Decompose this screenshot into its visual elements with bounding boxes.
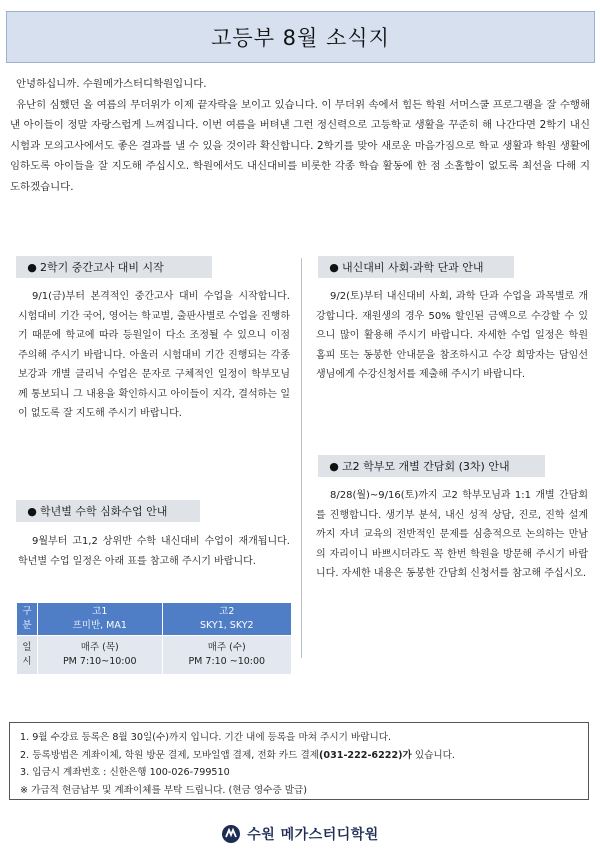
footer-logo — [0, 817, 600, 851]
paragraph: 9/2(토)부터 내신대비 사회, 과학 단과 수업을 과목별로 개강합니다. 재원생의 경우 50% 할인된 금액으로 수강할 수 있으니 많이 활용해 주시기 바랍니다. 자세한 수업 일정은 학원 홈피 또는 동봉한 안내문을 참조하시고 수강 희망자는 담임선생님에게 수강신청서를 제출해 주시기 바랍니다. — [316, 291, 588, 380]
section-title-parent — [318, 455, 545, 477]
table-row-label: 일시 — [17, 636, 38, 675]
intro-body: 유난히 심했던 올 여름의 무더위가 이제 끝자락을 보이고 있습니다. 이 무더위 속에서 힘든 학원 서머스쿨 프로그램을 잘 수행해 낸 아이들이 정말 자랑스럽게 느껴집니다. 이번 여름을 버텨낸 그런 정신력으로 고등학교 생활을 꾸준히 해 나간다면 2학기 내신시험과 모의고사에서도 좋은 결과를 낼 수 있을 것이라 확신합니다. 2학기를 맞아 새로운 마음가짐으로 학교 생활과 학원 생활에 임하도록 아이들을 잘 지도해 주십시오. 학원에서도 내신대비를 비롯한 각종 학습 활동에 한 점 소홀함이 없도록 최선을 다해 지도하겠습니다. — [10, 98, 590, 193]
bullet-icon: ● — [27, 260, 37, 274]
section-title-text: 고2 학부모 개별 간담회 (3차) 안내 — [342, 460, 510, 473]
section-body-math — [18, 532, 290, 571]
section-body-parent — [316, 486, 588, 584]
table-corner-header: 구분 — [17, 603, 38, 636]
section-body-midterm — [18, 287, 290, 424]
intro-block — [10, 74, 590, 198]
newsletter-header — [6, 11, 595, 63]
academy-name: 수원 메가스터디학원 — [247, 827, 379, 843]
section-title-text: 내신대비 사회·과학 단과 안내 — [342, 261, 484, 274]
notice-line-2: 2. 등록방법은 계좌이체, 학원 방문 결제, 모바일앱 결제, 전화 카드 결제(031-222-6222)가 있습니다. — [20, 749, 455, 761]
paragraph: 9월부터 고1,2 상위반 수학 내신대비 수업이 재개됩니다. 학년별 수업 일정은 아래 표를 참고해 주시기 바랍니다. — [18, 536, 290, 567]
section-title-text: 2학기 중간고사 대비 시작 — [40, 261, 164, 274]
table-cell-g1: 매주 (목) PM 7:10~10:00 — [38, 636, 163, 675]
math-schedule-table — [16, 602, 292, 675]
section-title-midterm — [16, 256, 212, 278]
section-title-text: 학년별 수학 심화수업 안내 — [40, 505, 168, 518]
table-header-g1: 고1 프미반, MA1 — [38, 603, 163, 636]
bullet-icon: ● — [329, 459, 339, 473]
notice-line-4: ※ 가급적 현금납부 및 계좌이체를 부탁 드립니다. (현금 영수증 발급) — [20, 784, 307, 796]
paragraph: 9/1(금)부터 본격적인 중간고사 대비 수업을 시작합니다. 시험대비 기간 국어, 영어는 학교별, 출판사별로 수업을 진행하기 때문에 학교에 따라 등원일이 다소 조정될 수 있으니 이점 주의해 주시기 바랍니다. 아울러 시험대비 기간 진행되는 각종 보강과 개별 클리닉 수업은 문자로 구체적인 일정이 학부모님께 통보되니 그 내용을 확인하시고 아이들이 지각, 결석하는 일이 없도록 잘 지도해 주시기 바랍니다. — [18, 291, 290, 419]
section-title-social — [318, 256, 514, 278]
notice-line-3: 3. 입금시 계좌번호 : 신한은행 100-026-799510 — [20, 767, 230, 778]
intro-greeting: 안녕하십니까. 수원메가스터디학원입니다. — [16, 78, 207, 90]
notice-line-1: 1. 9월 수강료 등록은 8월 30일(수)까지 입니다. 기간 내에 등록을 마쳐 주시기 바랍니다. — [20, 732, 392, 743]
table-header-g2: 고2 SKY1, SKY2 — [162, 603, 291, 636]
table-cell-g2: 매주 (수) PM 7:10 ~10:00 — [162, 636, 291, 675]
bullet-icon: ● — [329, 260, 339, 274]
academy-logo-icon — [221, 824, 241, 844]
section-title-math — [16, 500, 200, 522]
section-body-social — [316, 287, 588, 385]
column-divider — [301, 258, 302, 658]
paragraph: 8/28(월)~9/16(토)까지 고2 학부모님과 1:1 개별 간담회를 진행합니다. 생기부 분석, 내신 성적 상담, 진로, 진학 설계까지 자녀 교육의 전반적인 문제를 심층적으로 논의하는 만남의 자리이니 바쁘시더라도 꼭 한번 학원을 방문해 주시기 바랍니다. 자세한 내용은 동봉한 간담회 신청서를 참고해 주십시오. — [316, 490, 588, 579]
bullet-icon: ● — [27, 504, 37, 518]
page-title: 고등부 8월 소식지 — [211, 26, 390, 50]
payment-notice-box — [9, 722, 589, 800]
